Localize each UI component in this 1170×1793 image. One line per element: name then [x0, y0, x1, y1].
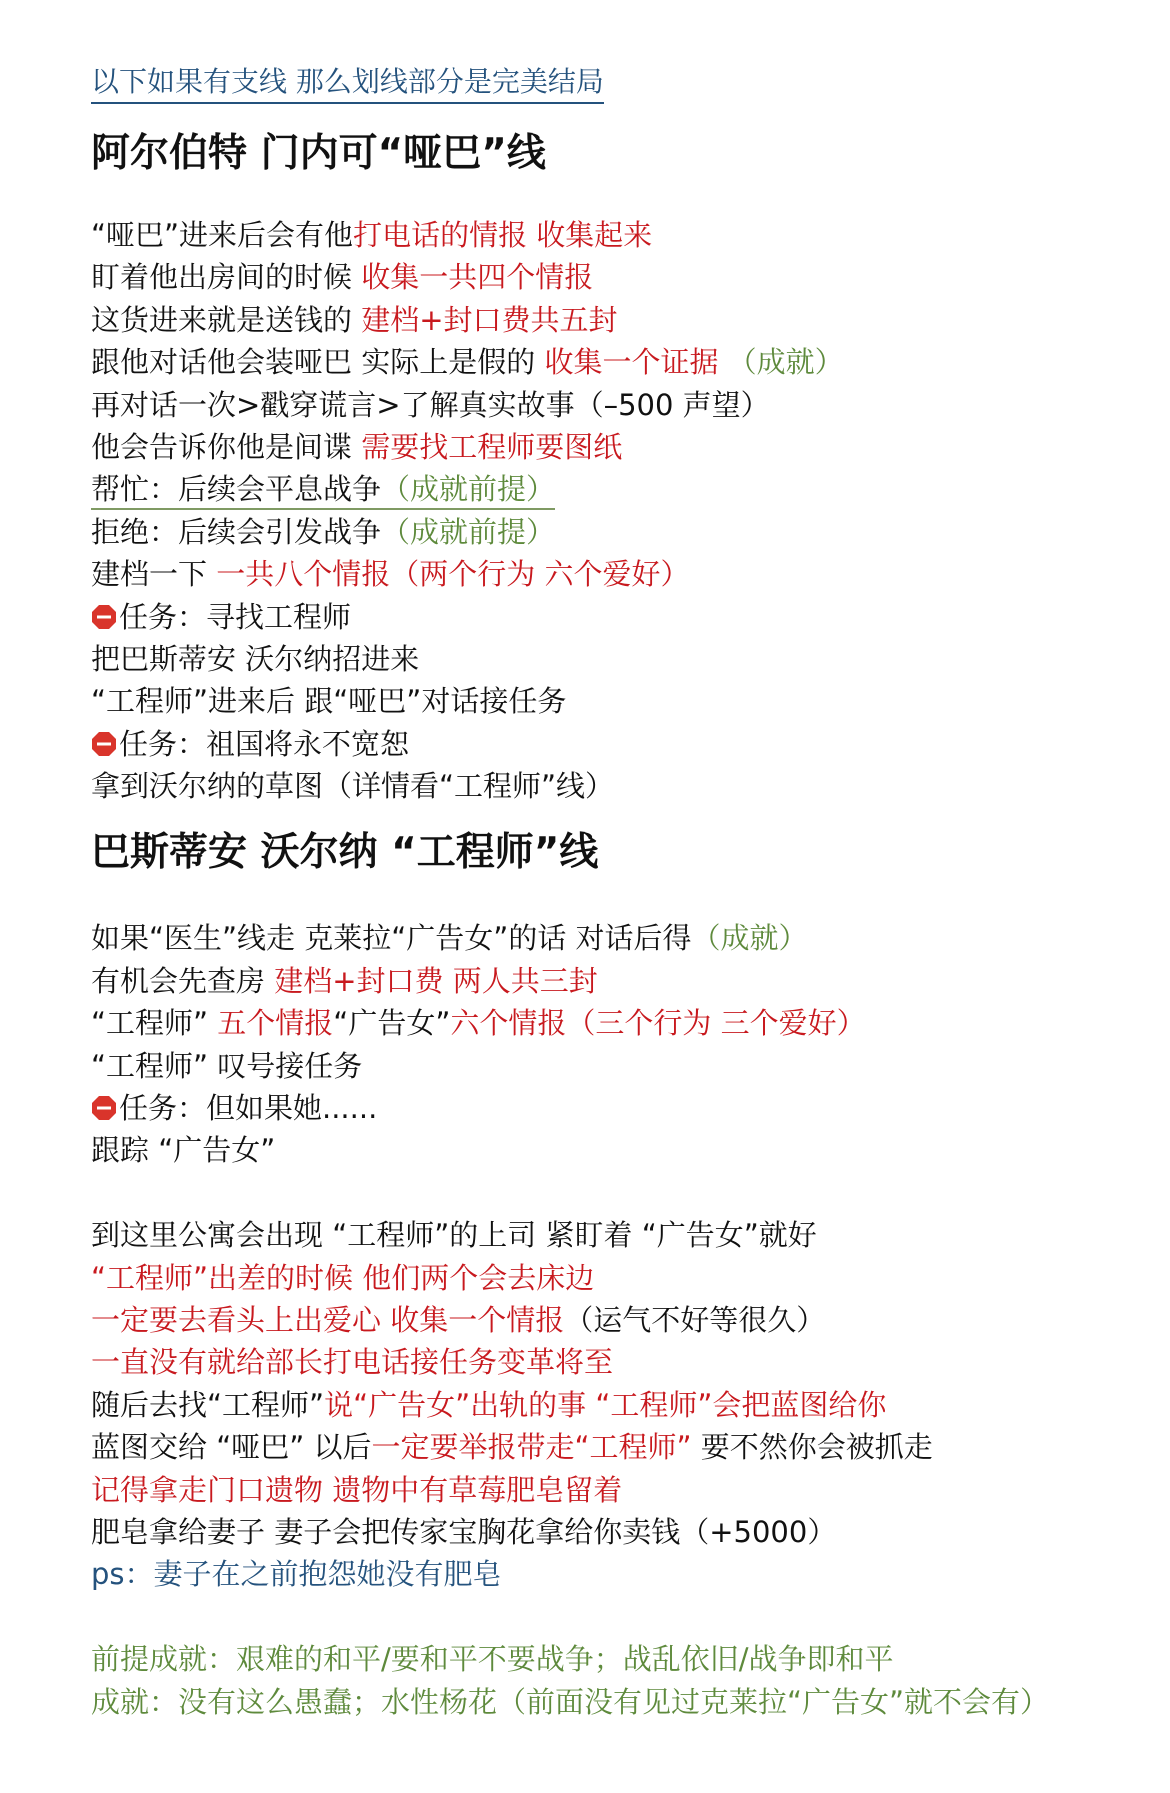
s2-line-12-red: 说“广告女”出轨的事 “工程师”会把蓝图给你	[324, 1387, 887, 1422]
s2-line-9-red: “工程师”出差的时候 他们两个会去床边	[91, 1260, 595, 1295]
s1-line-4-red: 收集一个证据	[544, 345, 728, 380]
s1-line-3-red: 建档+封口费共五封	[361, 302, 618, 337]
s2-line-1-text: 如果“医生”线走 克莱拉“广告女”的话 对话后得	[91, 921, 692, 956]
s1-line-2	[91, 256, 1110, 298]
section2-title: 巴斯蒂安 沃尔纳 “工程师”线	[91, 830, 599, 876]
s2-line-11	[91, 1341, 1110, 1383]
s1-line-13-text: 任务：祖国将永不宽恕	[119, 726, 410, 761]
s1-line-3	[91, 299, 1110, 341]
s2-line-10	[91, 1299, 1110, 1341]
s2-line-6-text: 跟踪 “广告女”	[91, 1133, 276, 1168]
s1-line-4	[91, 341, 1110, 383]
s1-line-8	[91, 511, 1110, 553]
s1-line-12-text: “工程师”进来后 跟“哑巴”对话接任务	[91, 684, 567, 719]
s1-line-10	[91, 596, 1110, 638]
s2-line-5	[91, 1087, 1110, 1129]
blank-line	[91, 1596, 1110, 1638]
s2-line-3-red-b: 六个情报（三个行为 三个爱好）	[450, 1006, 866, 1041]
s2-line-2-red: 建档+封口费 两人共三封	[274, 963, 598, 998]
s1-line-14-text: 拿到沃尔纳的草图（详情看“工程师”线）	[91, 769, 615, 804]
s1-line-7	[91, 468, 1110, 510]
s2-line-5-text: 任务：但如果她......	[119, 1091, 378, 1126]
s2-line-14	[91, 1469, 1110, 1511]
s1-line-11-text: 把巴斯蒂安 沃尔纳招进来	[91, 641, 420, 676]
section1-title: 阿尔伯特 门内可“哑巴”线	[91, 131, 546, 176]
s1-line-2-red: 收集一共四个情报	[361, 260, 594, 295]
s2-line-4-text: “工程师” 叹号接任务	[91, 1048, 363, 1083]
s1-line-4-text: 跟他对话他会装哑巴 实际上是假的	[91, 345, 545, 380]
s1-line-8-green: （成就前提）	[381, 514, 556, 549]
s1-line-1-red: 打电话的情报 收集起来	[353, 218, 653, 252]
s2-line-14-red: 记得拿走门口遗物 遗物中有草莓肥皂留着	[91, 1472, 623, 1507]
s2-line-10-red: 一定要去看头上出爱心 收集一个情报	[91, 1302, 565, 1337]
s2-line-11-red: 一直没有就给部长打电话接任务变革将至	[91, 1345, 614, 1380]
s1-line-2-text: 盯着他出房间的时候	[91, 260, 362, 295]
s1-line-9-text: 建档一下	[91, 557, 217, 592]
s2-line-9	[91, 1257, 1110, 1299]
s2-line-2-text: 有机会先查房	[91, 963, 275, 998]
s2-line-10-text: （运气不好等很久）	[564, 1302, 826, 1337]
s2-line-3	[91, 1002, 1110, 1044]
s2-line-3-text-b: “广告女”	[333, 1006, 451, 1041]
s1-line-6-text: 他会告诉你他是间谍	[91, 429, 362, 464]
s2-line-6	[91, 1129, 1110, 1171]
s2-line-13-text-b: 要不然你会被抓走	[691, 1430, 933, 1465]
blank-line	[91, 1172, 1110, 1214]
s2-line-12-text: 随后去找“工程师”	[91, 1387, 325, 1422]
s2-line-18-green: 前提成就：艰难的和平/要和平不要战争；战乱依旧/战争即和平	[91, 1642, 894, 1677]
s1-line-14	[91, 765, 1110, 807]
s2-line-13	[91, 1426, 1110, 1468]
s2-line-13-red: 一定要举报带走“工程师”	[371, 1430, 692, 1465]
s1-line-10-text: 任务：寻找工程师	[119, 599, 352, 634]
s1-line-6-red: 需要找工程师要图纸	[361, 429, 623, 464]
s2-line-8	[91, 1214, 1110, 1256]
s2-line-3-text-a: “工程师”	[91, 1006, 218, 1041]
s1-line-3-text: 这货进来就是送钱的	[91, 302, 362, 337]
s1-line-8-text: 拒绝：后续会引发战争	[91, 514, 382, 549]
s2-line-13-text-a: 蓝图交给 “哑巴” 以后	[91, 1430, 372, 1465]
s1-line-11	[91, 638, 1110, 680]
s1-line-9-red: 一共八个情报（两个行为 六个爱好）	[216, 557, 690, 592]
s2-line-8-text: 到这里公寓会出现 “工程师”的上司 紧盯着 “广告女”就好	[91, 1218, 817, 1253]
s2-line-16	[91, 1553, 1110, 1595]
s1-line-9	[91, 553, 1110, 595]
s1-line-6	[91, 426, 1110, 468]
s2-line-15-text: 肥皂拿给妻子 妻子会把传家宝胸花拿给你卖钱（+5000）	[91, 1514, 837, 1549]
stop-sign-icon	[91, 731, 117, 757]
s1-line-7-green: （成就前提）	[381, 472, 556, 507]
section1-lines	[91, 214, 1110, 807]
s1-line-1-text: “哑巴”进来后会有他	[91, 218, 354, 252]
perfect-ending-underline	[91, 470, 555, 510]
s2-line-15	[91, 1511, 1110, 1553]
s2-line-16-blue: 妻子在之前抱怨她没有肥皂	[153, 1557, 502, 1592]
s2-line-19-green: 成就：没有这么愚蠢；水性杨花（前面没有见过克莱拉“广告女”就不会有）	[91, 1684, 1050, 1719]
top-note: 以下如果有支线 那么划线部分是完美结局	[91, 62, 604, 104]
s1-line-12	[91, 680, 1110, 722]
s2-line-3-red-a: 五个情报	[217, 1006, 334, 1041]
s2-line-2	[91, 960, 1110, 1002]
s2-line-18	[91, 1638, 1110, 1680]
stop-sign-icon	[91, 604, 117, 630]
s2-line-19	[91, 1681, 1110, 1723]
s2-line-16-prefix: ps：	[91, 1557, 154, 1592]
s1-line-1	[91, 214, 1110, 256]
s2-line-1-green: （成就）	[691, 921, 808, 956]
s1-line-5	[91, 384, 1110, 426]
section2-lines	[91, 917, 1110, 1722]
s1-line-13	[91, 723, 1110, 765]
s2-line-4	[91, 1045, 1110, 1087]
s1-line-5-text: 再对话一次>戳穿谎言>了解真实故事（–500 声望）	[91, 387, 770, 422]
s2-line-1	[91, 917, 1110, 959]
s2-line-12	[91, 1384, 1110, 1426]
stop-sign-icon	[91, 1095, 117, 1121]
s1-line-4-green: （成就）	[727, 345, 844, 380]
s1-line-7-text: 帮忙：后续会平息战争	[91, 472, 382, 507]
